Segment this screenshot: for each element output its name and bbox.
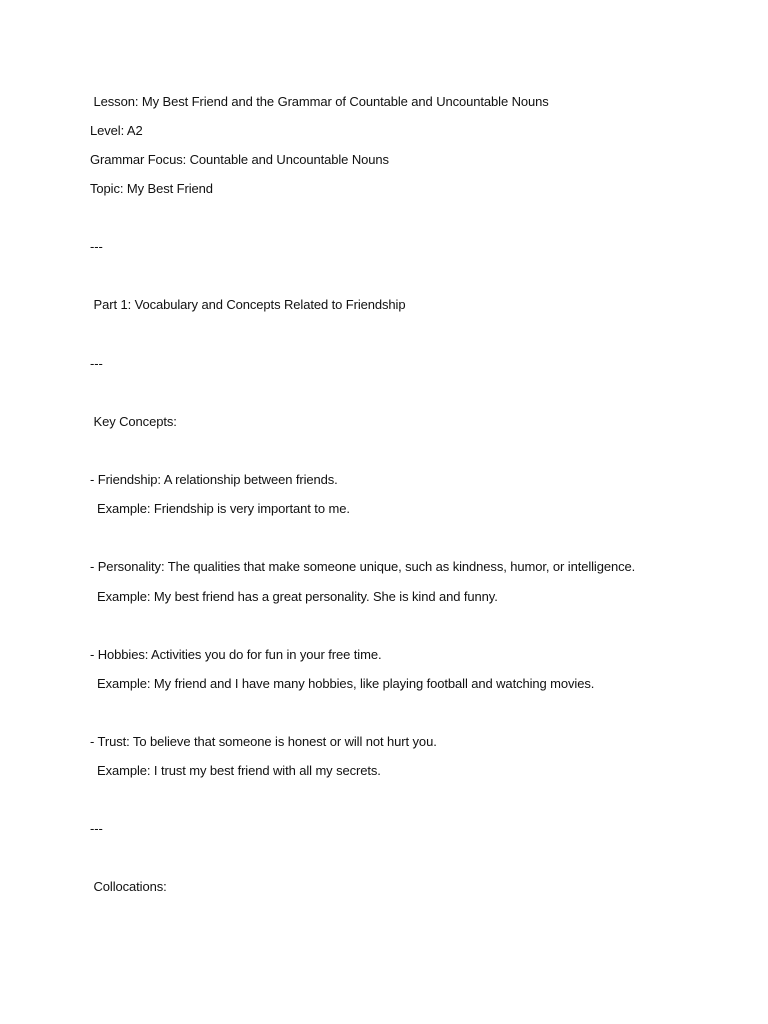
concept-example-hobbies: Example: My friend and I have many hobbies, like playing football and watching movies. [90, 676, 595, 691]
concept-term-trust: - Trust: To believe that someone is honest or will not hurt you. [90, 734, 437, 749]
concept-example-friendship: Example: Friendship is very important to me. [90, 501, 350, 516]
topic-line: Topic: My Best Friend [90, 181, 213, 196]
separator: --- [90, 356, 103, 371]
part1-title: Part 1: Vocabulary and Concepts Related to Friendship [90, 297, 406, 312]
collocations-heading: Collocations: [90, 879, 167, 894]
lesson-title: Lesson: My Best Friend and the Grammar of Countable and Uncountable Nouns [90, 94, 549, 109]
concept-example-personality: Example: My best friend has a great personality. She is kind and funny. [90, 589, 498, 604]
concept-example-trust: Example: I trust my best friend with all my secrets. [90, 763, 381, 778]
concept-term-personality: - Personality: The qualities that make someone unique, such as kindness, humor, or intelligence. [90, 559, 636, 574]
separator: --- [90, 821, 103, 836]
grammar-focus-line: Grammar Focus: Countable and Uncountable Nouns [90, 152, 389, 167]
separator: --- [90, 239, 103, 254]
concept-term-hobbies: - Hobbies: Activities you do for fun in your free time. [90, 647, 382, 662]
key-concepts-heading: Key Concepts: [90, 414, 177, 429]
concept-term-friendship: - Friendship: A relationship between friends. [90, 472, 338, 487]
level-line: Level: A2 [90, 123, 143, 138]
